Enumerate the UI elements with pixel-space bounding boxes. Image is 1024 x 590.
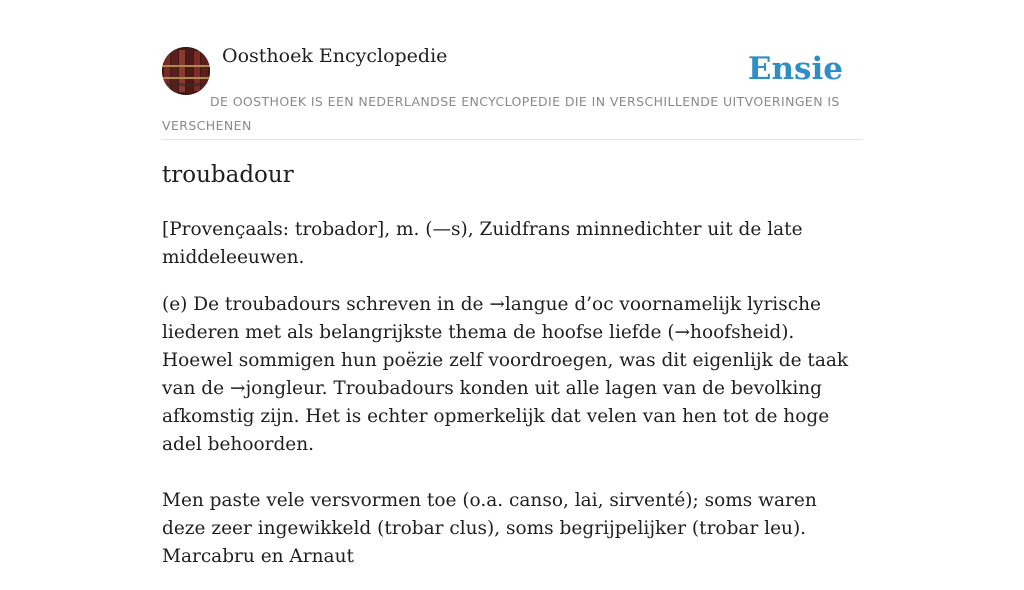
brand-logo[interactable]: Ensie [747, 51, 843, 87]
article-paragraph: (e) De troubadours schreven in de →langue d’oc voornamelijk lyrische liederen met als belangrijkste thema de hoofse liefde (→hoofsheid). Hoewel sommigen hun poëzie zelf voordroegen, was dit eigenlijk de taak van de →jongleur. Troubadours konden uit alle lagen van de bevolking afkomstig zijn. Het is echter opmerkelijk dat velen van hen tot de hoge adel behoorden. [162, 294, 849, 455]
article-paragraph: [Provençaals: trobador], m. (—s), Zuidfrans minnedichter uit de late middeleeuwen. [162, 219, 803, 268]
article-title: troubadour [162, 162, 294, 188]
header-divider [162, 139, 862, 140]
source-description: DE OOSTHOEK IS EEN NEDERLANDSE ENCYCLOPEDIE DIE IN VERSCHILLENDE UITVOERINGEN IS VERSCHENEN [162, 94, 840, 133]
encyclopedia-books-icon [162, 47, 210, 95]
article-paragraph: Men paste vele versvormen toe (o.a. canso, lai, sirventé); soms waren deze zeer ingewikkeld (trobar clus), soms begrijpelijker (trobar leu). Marcabru en Arnaut [162, 490, 817, 567]
article-body [162, 216, 862, 590]
source-avatar[interactable] [162, 47, 210, 95]
source-name[interactable]: Oosthoek Encyclopedie [222, 45, 448, 67]
